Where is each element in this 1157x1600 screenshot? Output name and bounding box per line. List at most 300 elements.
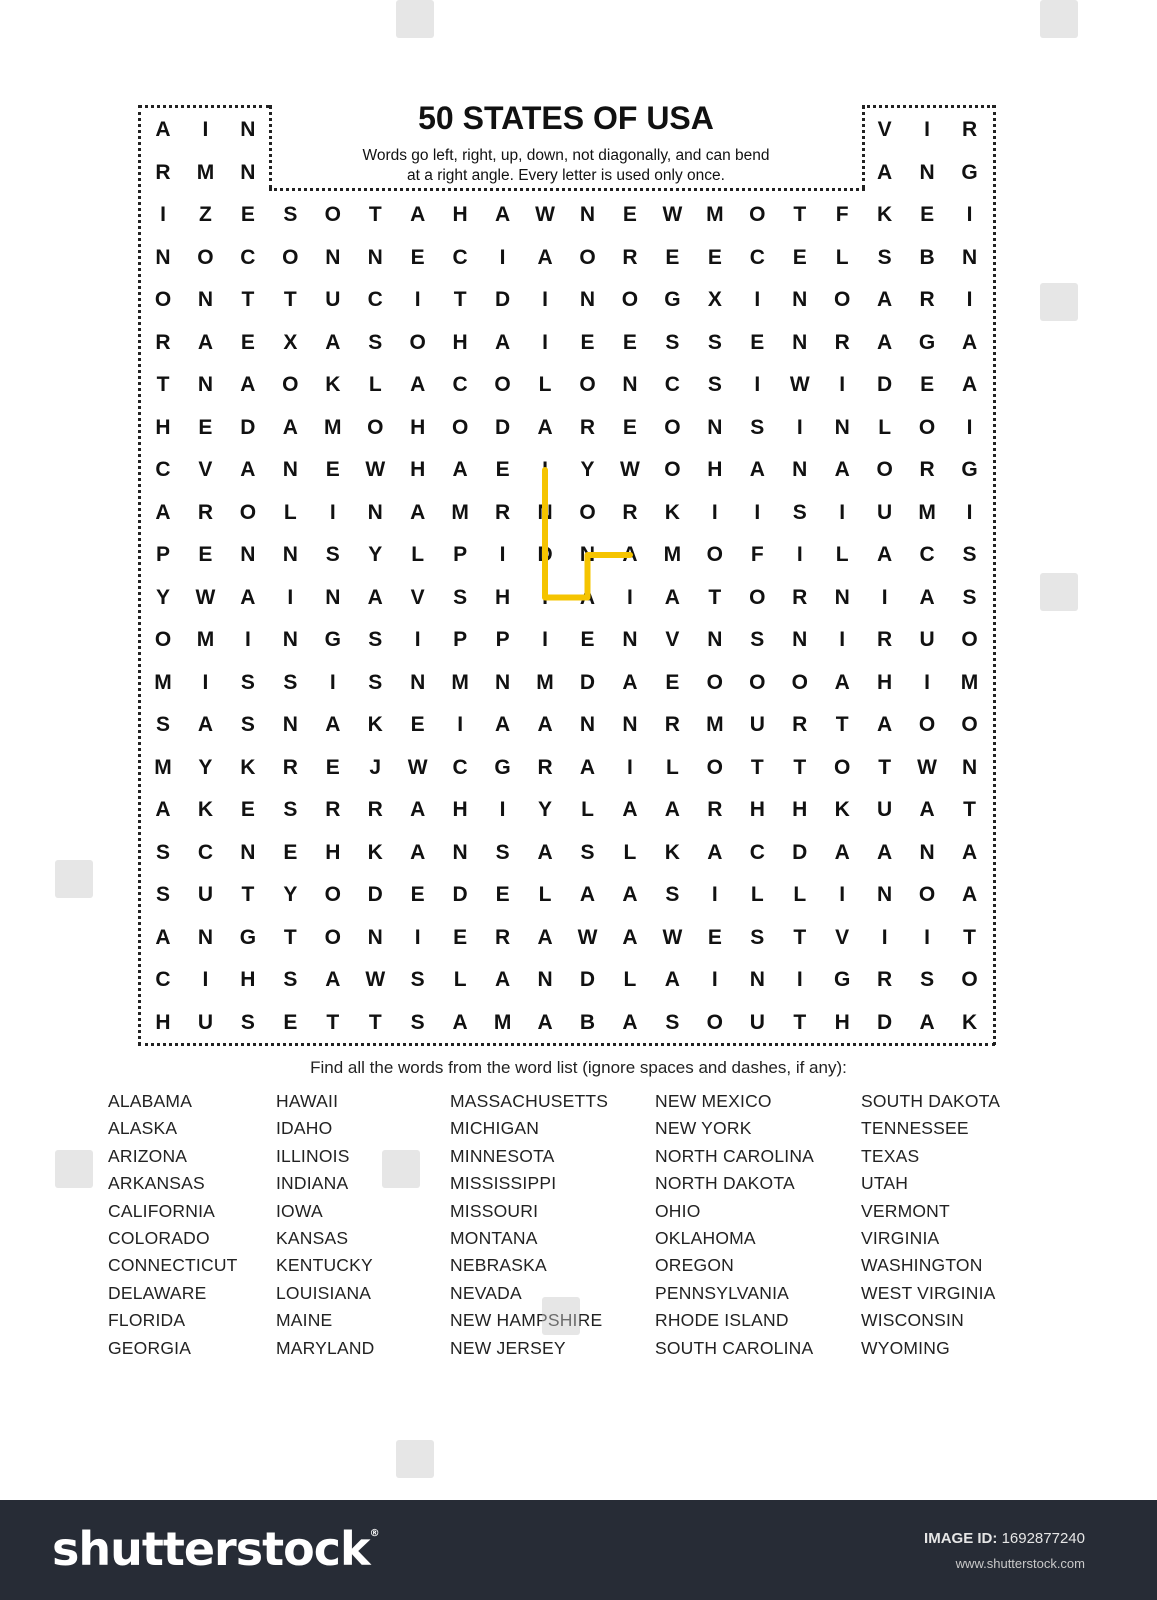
grid-cell[interactable]: I [796,543,803,566]
grid-cell[interactable]: N [367,245,383,269]
grid-cell[interactable]: E [283,1010,298,1034]
grid-cell[interactable]: O [749,585,766,609]
grid-cell[interactable]: A [961,840,978,864]
grid-cell[interactable]: N [282,713,298,736]
grid-cell[interactable]: R [155,330,171,354]
grid-cell[interactable]: I [160,203,166,226]
grid-cell[interactable]: S [325,543,340,566]
grid-cell[interactable]: R [707,798,723,821]
grid-cell[interactable]: O [324,883,341,906]
grid-cell[interactable]: A [919,1010,935,1034]
grid-cell[interactable]: E [622,330,637,354]
grid-cell[interactable]: R [919,458,935,481]
grid-cell[interactable]: P [495,628,510,651]
grid-cell[interactable]: A [495,968,511,991]
grid-cell[interactable]: Y [155,585,170,609]
grid-cell[interactable]: Y [580,458,595,481]
grid-cell[interactable]: I [202,968,209,991]
grid-cell[interactable]: M [154,755,172,779]
grid-cell[interactable]: A [961,883,978,906]
grid-cell[interactable]: I [542,288,548,311]
grid-cell[interactable]: R [877,968,893,991]
grid-cell[interactable]: E [580,330,595,354]
grid-cell[interactable]: A [622,1010,638,1034]
grid-cell[interactable]: J [369,755,382,779]
grid-cell[interactable]: W [365,968,386,991]
grid-cell[interactable]: I [499,543,506,566]
grid-cell[interactable]: B [579,1010,596,1034]
grid-cell[interactable]: H [877,670,893,694]
grid-cell[interactable]: I [499,245,506,269]
corner-cell-right[interactable]: I [924,118,931,141]
grid-cell[interactable]: N [792,628,808,651]
grid-cell[interactable]: K [834,798,850,821]
grid-cell[interactable]: I [924,670,931,694]
grid-cell[interactable]: N [834,415,850,439]
grid-cell[interactable]: I [839,373,846,396]
grid-cell[interactable]: M [451,670,469,694]
grid-cell[interactable]: L [411,543,425,566]
grid-cell[interactable]: A [622,543,638,566]
grid-cell[interactable]: U [877,798,893,821]
grid-cell[interactable]: I [627,755,633,779]
grid-cell[interactable]: D [579,968,596,991]
grid-cell[interactable]: A [622,798,638,821]
grid-cell[interactable]: L [538,883,552,906]
grid-cell[interactable]: S [495,840,510,864]
grid-cell[interactable]: Y [538,798,553,821]
grid-cell[interactable]: M [493,1010,512,1034]
grid-cell[interactable]: N [537,500,553,524]
grid-cell[interactable]: N [749,968,765,991]
grid-cell[interactable]: I [754,373,761,396]
grid-cell[interactable]: I [966,288,973,311]
grid-cell[interactable]: C [664,373,680,396]
grid-cell[interactable]: I [499,798,506,821]
grid-cell[interactable]: R [197,500,214,524]
grid-cell[interactable]: I [414,288,421,311]
grid-cell[interactable]: I [542,330,548,354]
grid-cell[interactable]: U [877,500,893,524]
grid-cell[interactable]: T [368,203,382,226]
grid-cell[interactable]: A [452,1010,468,1034]
grid-cell[interactable]: S [750,628,765,651]
grid-cell[interactable]: R [495,925,511,949]
grid-cell[interactable]: W [917,755,937,779]
grid-cell[interactable]: A [537,1010,553,1034]
grid-cell[interactable]: M [960,670,979,694]
grid-cell[interactable]: A [664,968,680,991]
grid-cell[interactable]: M [196,628,215,651]
grid-cell[interactable]: I [839,883,846,906]
grid-cell[interactable]: L [283,500,297,524]
corner-cell-right[interactable]: G [961,161,978,184]
grid-cell[interactable]: T [963,925,976,949]
grid-cell[interactable]: U [325,288,341,311]
grid-cell[interactable]: F [835,203,849,226]
grid-cell[interactable]: R [792,585,808,609]
grid-cell[interactable]: N [367,500,383,524]
grid-cell[interactable]: S [665,883,680,906]
grid-cell[interactable]: O [154,628,172,651]
grid-cell[interactable]: L [623,968,637,991]
grid-cell[interactable]: G [664,288,681,311]
grid-cell[interactable]: N [792,288,808,311]
grid-cell[interactable]: E [240,203,255,226]
grid-cell[interactable]: E [410,713,425,736]
grid-cell[interactable]: K [197,798,214,821]
grid-cell[interactable]: K [240,755,256,779]
grid-cell[interactable]: K [367,840,383,864]
corner-cell-right[interactable]: A [877,161,893,184]
grid-cell[interactable]: A [877,543,893,566]
grid-cell[interactable]: A [622,670,638,694]
grid-cell[interactable]: E [707,925,722,949]
grid-cell[interactable]: C [367,288,383,311]
grid-cell[interactable]: O [664,458,681,481]
grid-cell[interactable]: A [664,585,680,609]
grid-cell[interactable]: A [919,798,935,821]
grid-cell[interactable]: O [961,713,978,736]
grid-cell[interactable]: U [919,628,935,651]
grid-cell[interactable]: I [244,628,251,651]
corner-cell-right[interactable]: V [877,118,892,141]
grid-cell[interactable]: R [664,713,680,736]
grid-cell[interactable]: E [920,373,935,396]
grid-cell[interactable]: K [877,203,893,226]
grid-cell[interactable]: N [197,373,214,396]
grid-cell[interactable]: G [494,755,511,779]
grid-cell[interactable]: C [749,245,765,269]
grid-cell[interactable]: G [961,458,978,481]
grid-cell[interactable]: E [792,245,807,269]
grid-cell[interactable]: W [789,373,810,396]
grid-cell[interactable]: E [580,628,595,651]
grid-cell[interactable]: I [711,883,718,906]
grid-cell[interactable]: E [240,798,255,821]
grid-cell[interactable]: N [282,628,298,651]
grid-cell[interactable]: V [835,925,850,949]
grid-cell[interactable]: N [707,415,723,439]
grid-cell[interactable]: S [920,968,935,991]
grid-cell[interactable]: O [918,883,936,906]
grid-cell[interactable]: O [451,415,469,439]
grid-cell[interactable]: N [579,713,596,736]
grid-cell[interactable]: K [367,713,383,736]
grid-cell[interactable]: D [367,883,383,906]
grid-cell[interactable]: E [240,330,255,354]
grid-cell[interactable]: T [453,288,467,311]
grid-cell[interactable]: A [410,203,426,226]
grid-cell[interactable]: R [367,798,383,821]
grid-cell[interactable]: E [325,458,340,481]
corner-cell-left[interactable]: A [155,118,171,141]
grid-cell[interactable]: W [195,585,216,609]
grid-cell[interactable]: N [707,628,723,651]
grid-cell[interactable]: N [622,373,638,396]
grid-cell[interactable]: V [665,628,680,651]
grid-cell[interactable]: N [537,968,553,991]
grid-cell[interactable]: Y [198,755,213,779]
corner-cell-right[interactable]: N [919,161,935,184]
grid-cell[interactable]: T [878,755,892,779]
grid-cell[interactable]: M [536,670,554,694]
grid-cell[interactable]: O [876,458,893,481]
grid-cell[interactable]: T [750,755,764,779]
grid-cell[interactable]: E [410,245,425,269]
grid-cell[interactable]: W [577,925,598,949]
grid-cell[interactable]: D [495,415,511,439]
grid-cell[interactable]: L [878,415,892,439]
grid-cell[interactable]: O [621,288,639,311]
grid-cell[interactable]: U [197,883,214,906]
grid-cell[interactable]: I [754,288,761,311]
grid-cell[interactable]: A [834,670,850,694]
grid-cell[interactable]: T [241,883,255,906]
grid-cell[interactable]: O [239,500,257,524]
grid-cell[interactable]: I [881,925,888,949]
grid-cell[interactable]: I [202,670,209,694]
grid-cell[interactable]: O [197,245,214,269]
grid-cell[interactable]: O [749,203,766,226]
grid-cell[interactable]: R [537,755,553,779]
grid-cell[interactable]: N [197,925,214,949]
grid-cell[interactable]: A [579,755,596,779]
grid-cell[interactable]: H [834,1010,850,1034]
grid-cell[interactable]: I [966,500,973,524]
grid-cell[interactable]: S [410,968,425,991]
grid-cell[interactable]: N [452,840,468,864]
grid-cell[interactable]: H [240,968,256,991]
grid-cell[interactable]: S [368,628,383,651]
grid-cell[interactable]: N [197,288,214,311]
grid-cell[interactable]: R [919,288,935,311]
grid-cell[interactable]: L [538,373,552,396]
grid-cell[interactable]: O [664,415,681,439]
grid-cell[interactable]: S [240,713,255,736]
grid-cell[interactable]: A [622,883,638,906]
grid-cell[interactable]: O [834,755,851,779]
grid-cell[interactable]: H [452,330,468,354]
grid-cell[interactable]: R [325,798,341,821]
grid-cell[interactable]: I [457,713,464,736]
grid-cell[interactable]: E [495,458,510,481]
grid-cell[interactable]: I [796,415,803,439]
grid-cell[interactable]: I [329,500,336,524]
grid-cell[interactable]: P [453,543,468,566]
grid-cell[interactable]: S [283,670,298,694]
grid-cell[interactable]: A [961,330,978,354]
grid-cell[interactable]: A [155,925,171,949]
grid-cell[interactable]: I [711,500,718,524]
grid-cell[interactable]: W [662,203,683,226]
grid-cell[interactable]: N [579,288,596,311]
grid-cell[interactable]: E [325,755,340,779]
grid-cell[interactable]: T [963,798,976,821]
grid-cell[interactable]: H [452,203,468,226]
grid-cell[interactable]: L [835,245,849,269]
grid-cell[interactable]: E [495,883,510,906]
grid-cell[interactable]: F [750,543,764,566]
grid-cell[interactable]: S [707,330,722,354]
grid-cell[interactable]: T [326,1010,340,1034]
grid-cell[interactable]: A [155,798,171,821]
grid-cell[interactable]: R [877,628,893,651]
grid-cell[interactable]: A [197,330,214,354]
grid-cell[interactable]: S [707,373,722,396]
grid-cell[interactable]: U [197,1010,214,1034]
grid-cell[interactable]: N [961,755,978,779]
grid-cell[interactable]: N [792,330,808,354]
grid-cell[interactable]: L [793,883,807,906]
grid-cell[interactable]: E [410,883,425,906]
grid-cell[interactable]: O [282,373,299,396]
grid-cell[interactable]: S [368,670,383,694]
grid-cell[interactable]: A [877,840,893,864]
grid-cell[interactable]: S [155,713,170,736]
grid-cell[interactable]: T [835,713,849,736]
grid-cell[interactable]: C [452,755,468,779]
corner-cell-left[interactable]: M [196,161,215,184]
grid-cell[interactable]: I [839,628,846,651]
grid-cell[interactable]: A [707,840,723,864]
grid-cell[interactable]: O [154,288,172,311]
grid-cell[interactable]: I [881,585,888,609]
grid-cell[interactable]: H [410,415,426,439]
grid-cell[interactable]: C [452,245,468,269]
grid-cell[interactable]: C [240,245,256,269]
grid-cell[interactable]: W [535,203,555,226]
grid-cell[interactable]: L [453,968,467,991]
grid-cell[interactable]: S [750,415,765,439]
grid-cell[interactable]: Y [283,883,298,906]
grid-cell[interactable]: C [452,373,468,396]
grid-cell[interactable]: C [155,458,171,481]
grid-cell[interactable]: A [834,840,850,864]
grid-cell[interactable]: A [877,288,893,311]
grid-cell[interactable]: A [240,585,256,609]
grid-cell[interactable]: T [368,1010,382,1034]
grid-cell[interactable]: I [711,968,718,991]
grid-cell[interactable]: V [410,585,425,609]
grid-cell[interactable]: A [240,458,256,481]
grid-cell[interactable]: T [793,755,807,779]
grid-cell[interactable]: O [706,543,724,566]
grid-cell[interactable]: O [409,330,426,354]
grid-cell[interactable]: X [283,330,298,354]
grid-cell[interactable]: A [749,458,765,481]
grid-cell[interactable]: O [918,713,936,736]
grid-cell[interactable]: A [579,883,596,906]
grid-cell[interactable]: A [495,330,511,354]
grid-cell[interactable]: D [537,543,553,566]
grid-cell[interactable]: M [451,500,469,524]
grid-cell[interactable]: O [791,670,808,694]
grid-cell[interactable]: H [495,585,511,609]
corner-cell-right[interactable]: R [961,118,978,141]
grid-cell[interactable]: O [367,415,384,439]
grid-cell[interactable]: N [325,585,341,609]
grid-cell[interactable]: O [282,245,299,269]
grid-cell[interactable]: N [622,628,638,651]
grid-cell[interactable]: O [579,245,596,269]
grid-cell[interactable]: R [282,755,298,779]
grid-cell[interactable]: I [924,925,931,949]
corner-cell-left[interactable]: R [155,161,171,184]
grid-cell[interactable]: A [452,458,468,481]
grid-cell[interactable]: K [664,840,680,864]
grid-cell[interactable]: E [453,925,468,949]
grid-cell[interactable]: N [282,543,298,566]
grid-cell[interactable]: S [962,543,977,566]
grid-cell[interactable]: Z [199,203,212,226]
grid-cell[interactable]: N [325,245,341,269]
grid-cell[interactable]: O [324,203,341,226]
grid-cell[interactable]: A [919,585,935,609]
corner-cell-left[interactable]: N [240,118,256,141]
grid-cell[interactable]: S [750,925,765,949]
grid-cell[interactable]: H [155,415,171,439]
corner-cell-left[interactable]: I [202,118,209,141]
grid-cell[interactable]: A [325,968,341,991]
grid-cell[interactable]: L [581,798,594,821]
grid-cell[interactable]: N [834,585,850,609]
grid-cell[interactable]: S [665,330,680,354]
grid-cell[interactable]: E [665,245,680,269]
grid-cell[interactable]: X [707,288,722,311]
grid-cell[interactable]: T [283,925,297,949]
grid-cell[interactable]: Y [368,543,383,566]
grid-cell[interactable]: W [407,755,428,779]
grid-cell[interactable]: E [665,670,680,694]
grid-cell[interactable]: O [579,500,596,524]
grid-cell[interactable]: A [325,330,341,354]
grid-cell[interactable]: N [410,670,426,694]
grid-cell[interactable]: A [410,798,426,821]
grid-cell[interactable]: A [537,925,553,949]
grid-cell[interactable]: D [579,670,596,694]
grid-cell[interactable]: A [410,840,426,864]
grid-cell[interactable]: S [240,670,255,694]
grid-cell[interactable]: M [706,203,724,226]
grid-cell[interactable]: S [580,840,595,864]
grid-cell[interactable]: I [542,628,548,651]
grid-cell[interactable]: D [877,1010,893,1034]
grid-cell[interactable]: R [834,330,850,354]
grid-cell[interactable]: D [240,415,256,439]
grid-cell[interactable]: I [329,670,336,694]
grid-cell[interactable]: R [622,500,638,524]
grid-cell[interactable]: C [749,840,765,864]
grid-cell[interactable]: I [754,500,761,524]
grid-cell[interactable]: T [793,1010,807,1034]
grid-cell[interactable]: L [368,373,382,396]
grid-cell[interactable]: T [793,203,807,226]
grid-cell[interactable]: R [495,500,511,524]
grid-cell[interactable]: D [792,840,808,864]
grid-cell[interactable]: U [749,1010,765,1034]
grid-cell[interactable]: A [537,245,553,269]
grid-cell[interactable]: I [839,500,846,524]
grid-cell[interactable]: A [537,415,553,439]
grid-cell[interactable]: O [706,755,724,779]
grid-cell[interactable]: O [706,1010,724,1034]
grid-cell[interactable]: H [707,458,723,481]
grid-cell[interactable]: R [622,245,638,269]
grid-cell[interactable]: N [919,840,935,864]
grid-cell[interactable]: N [367,925,383,949]
grid-cell[interactable]: N [579,543,596,566]
